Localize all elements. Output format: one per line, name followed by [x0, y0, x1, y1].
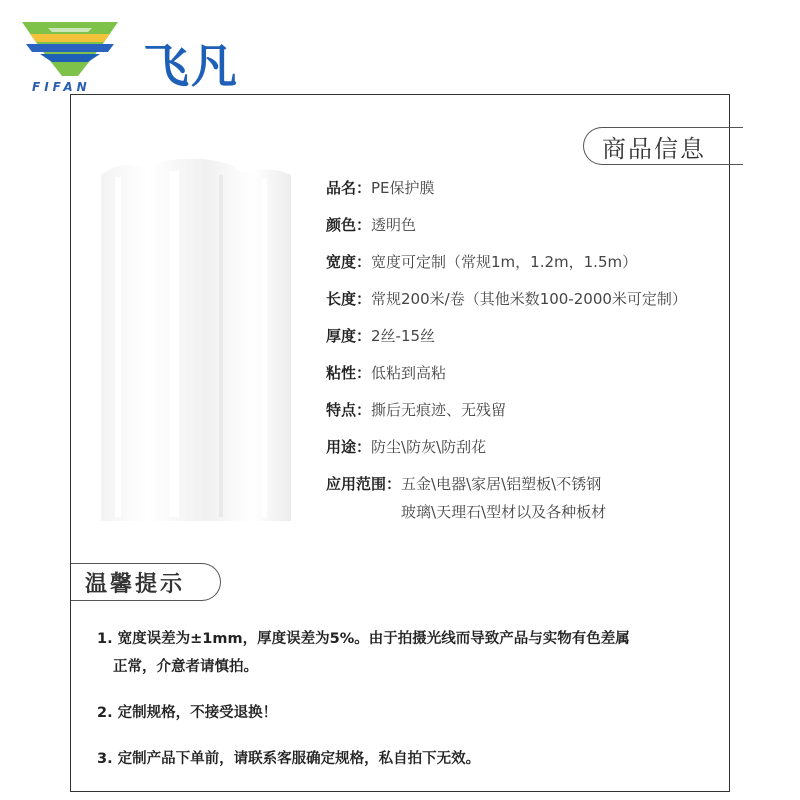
application-values — [401, 473, 606, 523]
pe-film-roll-image — [101, 155, 291, 525]
tips-list — [97, 625, 717, 791]
tip-item — [97, 745, 717, 773]
brand-logo — [18, 18, 248, 93]
product-info-title: 商品信息 — [583, 127, 743, 165]
spec-row — [326, 325, 687, 362]
tip-text-continued: 正常，介意者请慎拍。 — [113, 659, 258, 675]
tip-text: 3. 定制产品下单前，请联系客服确定规格，私自拍下无效。 — [97, 751, 481, 767]
spec-label: 用途： — [326, 438, 372, 456]
spec-label: 特点： — [326, 401, 372, 419]
tips-title: 温馨提示 — [71, 563, 221, 601]
spec-value: 常规200米/卷（其他米数100-2000米可定制） — [371, 290, 687, 308]
spec-label: 宽度： — [326, 253, 372, 271]
spec-label: 颜色： — [326, 216, 372, 234]
spec-row — [326, 214, 687, 251]
spec-label: 品名： — [326, 179, 372, 197]
tip-text: 1. 宽度误差为±1mm，厚度误差为5%。由于拍摄光线而导致产品与实物有色差属 — [97, 631, 630, 647]
product-card — [70, 94, 730, 792]
logo-mark-icon — [18, 18, 122, 78]
application-row — [326, 473, 687, 521]
logo-chinese-text: 飞凡 — [143, 39, 239, 93]
logo-english-text: FIFAN — [32, 80, 91, 94]
tip-item — [97, 699, 717, 727]
spec-value: 透明色 — [371, 216, 417, 234]
spec-value: PE保护膜 — [371, 179, 435, 197]
spec-value: 2丝-15丝 — [371, 327, 436, 345]
application-line-1: 五金\电器\家居\铝塑板\不锈钢 — [401, 475, 602, 493]
spec-row — [326, 251, 687, 288]
spec-row — [326, 362, 687, 399]
tip-text: 2. 定制规格，不接受退换！ — [97, 705, 278, 721]
spec-value: 低粘到高粘 — [371, 364, 447, 382]
spec-value: 撕后无痕迹、无残留 — [371, 401, 507, 419]
spec-label: 粘性： — [326, 364, 372, 382]
spec-row — [326, 399, 687, 436]
spec-label: 厚度： — [326, 327, 372, 345]
spec-value: 防尘\防灰\防刮花 — [371, 438, 487, 456]
spec-row — [326, 436, 687, 473]
application-line-2: 玻璃\天理石\型材以及各种板材 — [401, 503, 607, 521]
spec-row — [326, 288, 687, 325]
spec-list — [326, 177, 687, 521]
spec-label: 长度： — [326, 290, 372, 308]
spec-value: 宽度可定制（常规1m，1.2m，1.5m） — [371, 253, 638, 271]
application-label: 应用范围： — [326, 475, 402, 493]
spec-row — [326, 177, 687, 214]
tip-item — [97, 625, 717, 681]
